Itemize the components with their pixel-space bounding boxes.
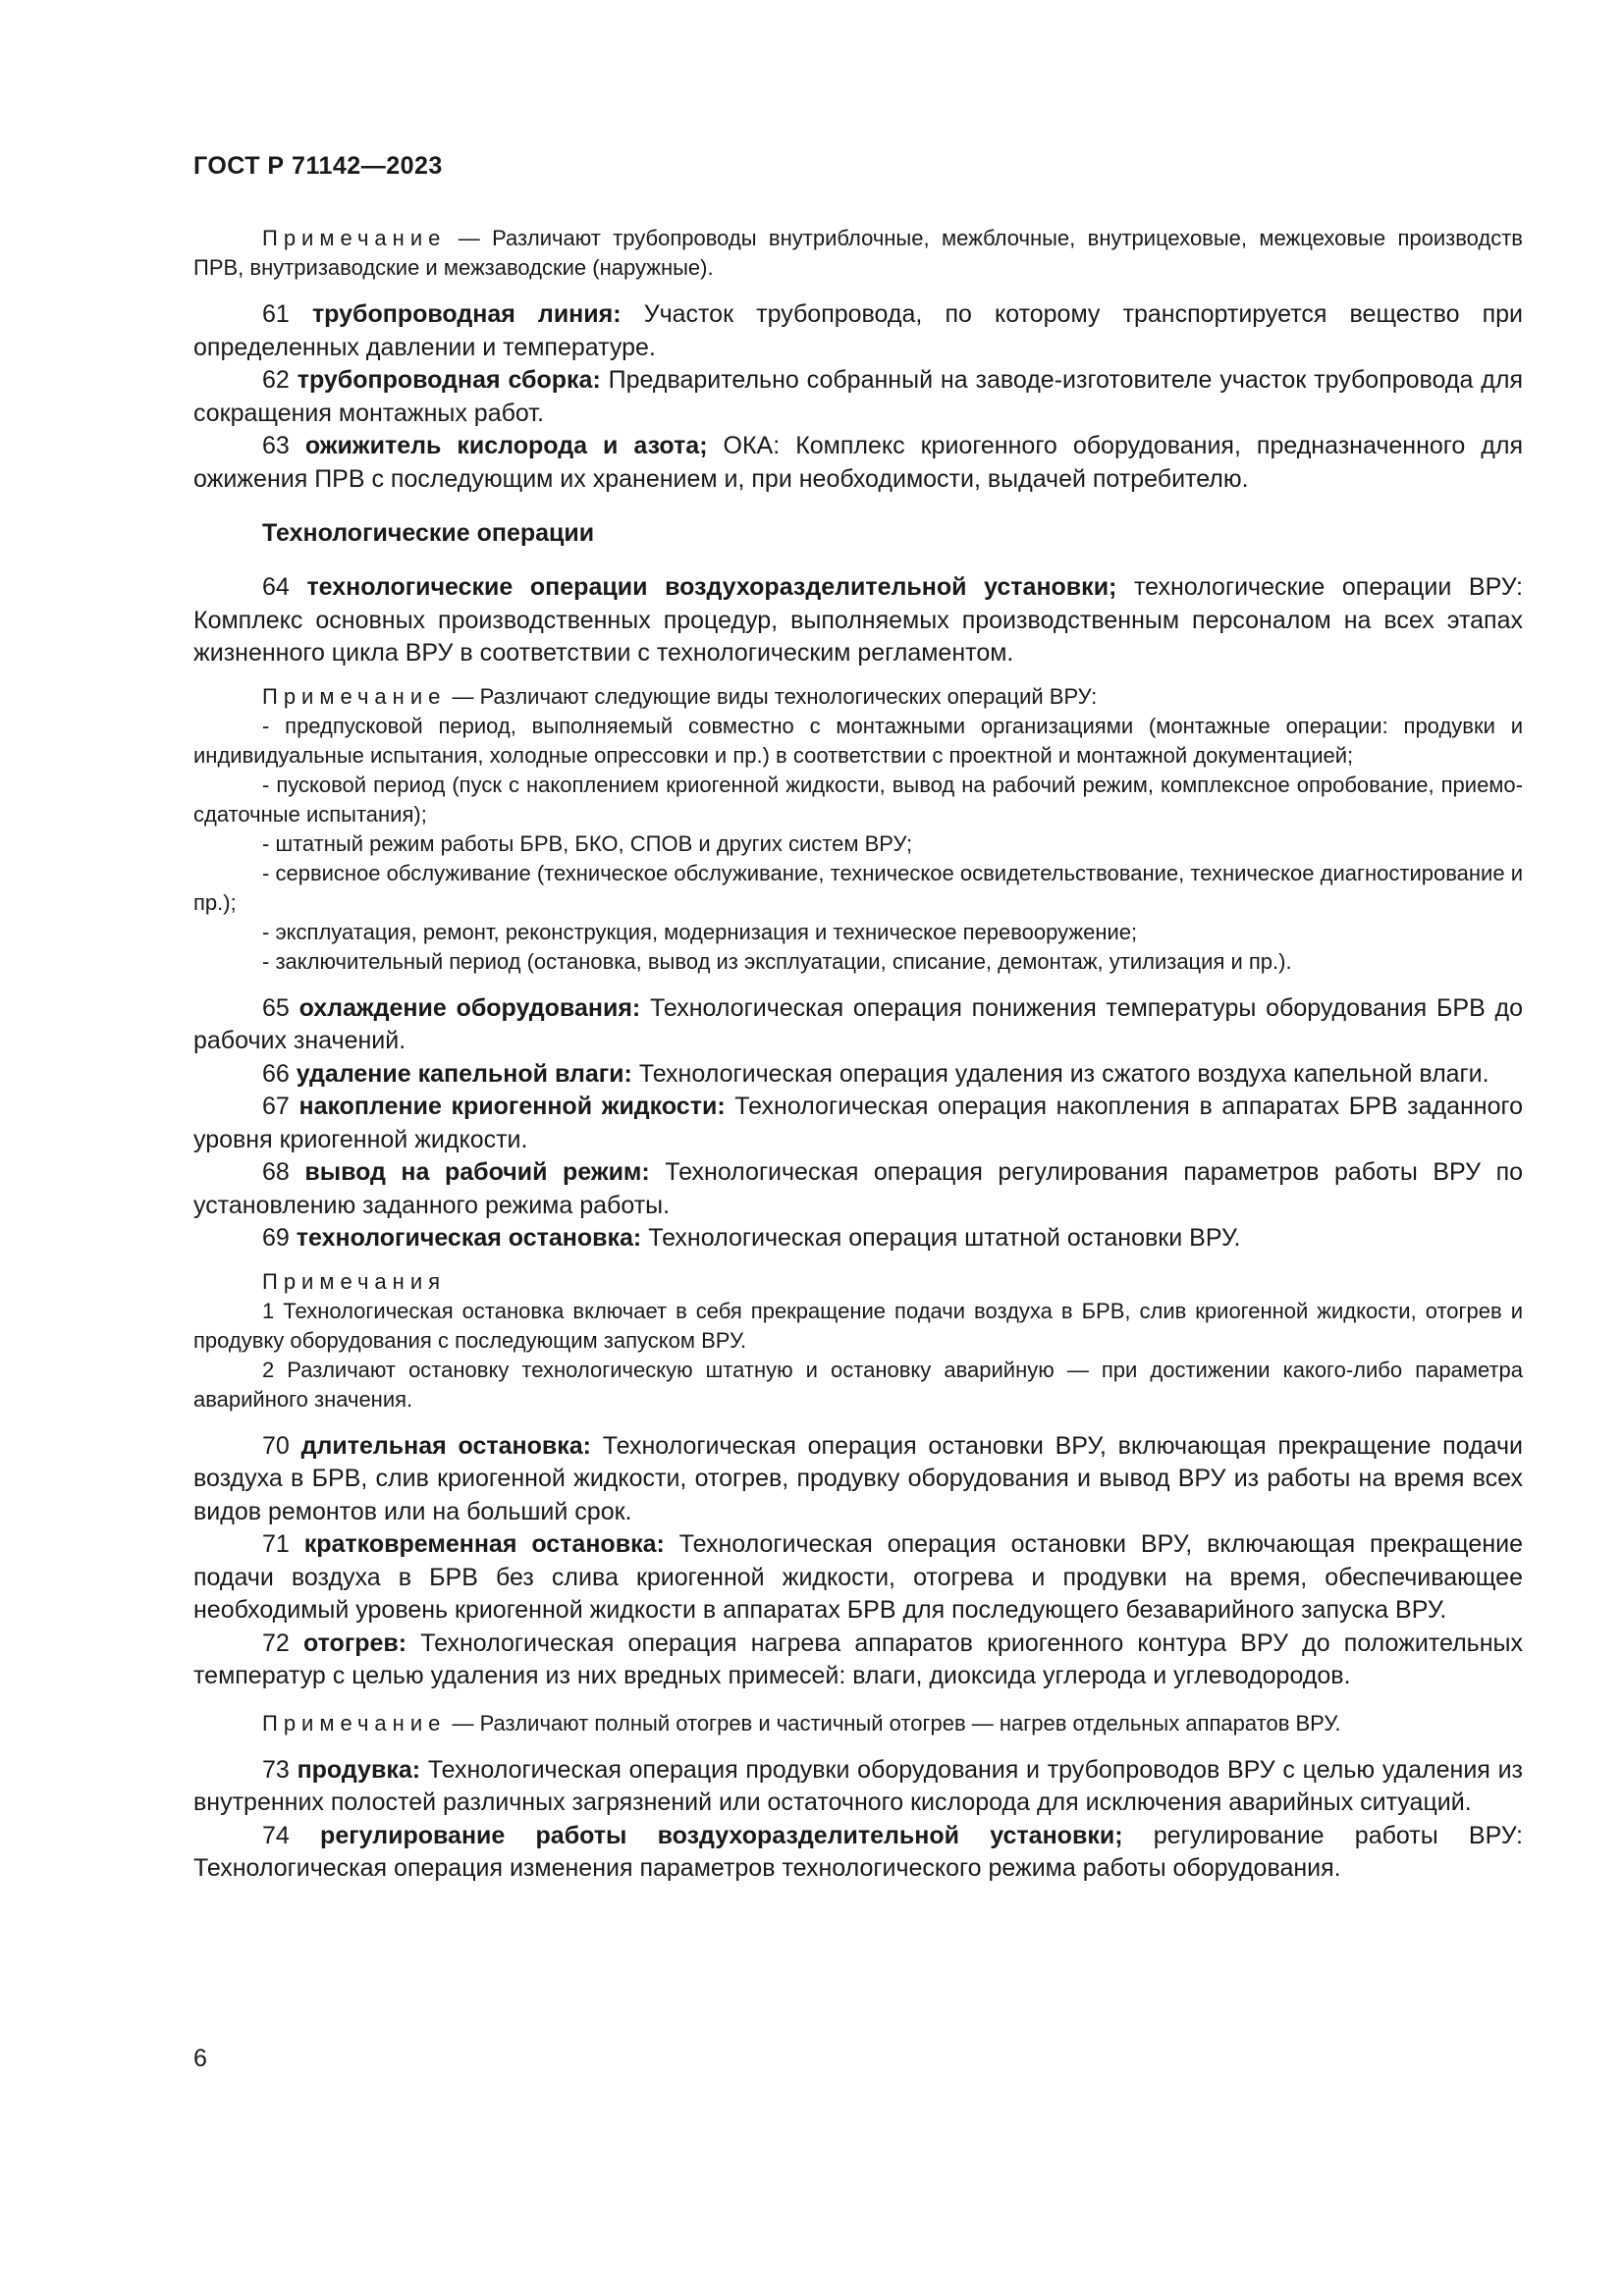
term-definition: Технологическая операция накопления в аппаратах БРВ заданного уровня криогенной жидкости. bbox=[193, 1093, 1523, 1153]
note-item: 1 Технологическая остановка включает в себя прекращение подачи воздуха в БРВ, слив криогенной жидкости, отогрев и продувку оборудования с последующим запуском ВРУ. bbox=[193, 1298, 1523, 1353]
term-title: продувка: bbox=[297, 1755, 421, 1784]
note: Примечание — Различают полный отогрев и частичный отогрев — нагрев отдельных аппаратов ВРУ. bbox=[262, 1710, 1341, 1735]
note-label: Примечание bbox=[262, 683, 447, 709]
term-title: технологические операции воздухоразделительной установки; bbox=[306, 573, 1117, 601]
term-65: 65 охлаждение оборудования: Технологическая операция понижения температуры оборудования БРВ до рабочих значений. bbox=[193, 993, 1524, 1054]
term-title: отогрев: bbox=[302, 1629, 407, 1657]
note-list-item: - пусковой период (пуск с накоплением криогенной жидкости, вывод на рабочий режим, комплексное опробование, приемо-сдаточные испытания); bbox=[193, 772, 1523, 827]
term-title: вывод на рабочий режим: bbox=[304, 1158, 650, 1186]
term-title: трубопроводная сборка: bbox=[297, 366, 601, 394]
note-list-item: - предпусковой период, выполняемый совместно с монтажными организациями (монтажные операции: продувки и индивидуальные испытания, холодные опрессовки и пр.) в соответствии с проектной и монтажной документацией; bbox=[193, 713, 1523, 768]
section-title: Технологические операции bbox=[262, 519, 595, 547]
term-definition: Участок трубопровода, по которому транспортируется вещество при определенных давлении и температуре. bbox=[193, 300, 1524, 361]
term-68: 68 вывод на рабочий режим: Технологическая операция регулирования параметров работы ВРУ по установлению заданного режима работы. bbox=[193, 1158, 1524, 1219]
note-label: Примечание bbox=[262, 226, 447, 250]
term-64: 64 технологические операции воздухоразделительной установки; технологические операции ВРУ: Комплекс основных производственных процедур, выполняемых производственным персоналом на всех этапах жизненного цикла ВРУ в соответствии с технологическим регламентом. bbox=[193, 573, 1523, 667]
term-67: 67 накопление криогенной жидкости: Технологическая операция накопления в аппаратах БРВ заданного уровня криогенной жидкости. bbox=[193, 1093, 1523, 1153]
note-text: Различают полный отогрев и частичный отогрев — нагрев отдельных аппаратов ВРУ. bbox=[479, 1710, 1341, 1735]
term-definition: Технологическая операция нагрева аппаратов криогенного контура ВРУ до положительных температур с целью удаления из них вредных примесей: влаги, диоксида углерода и углеводородов. bbox=[193, 1629, 1523, 1689]
term-definition: Технологическая операция понижения температуры оборудования БРВ до рабочих значений. bbox=[193, 993, 1524, 1054]
notes-label: Примечания bbox=[262, 1268, 447, 1294]
document-header: ГОСТ Р 71142—2023 bbox=[193, 152, 443, 180]
term-72: 72 отогрев: Технологическая операция нагрева аппаратов криогенного контура ВРУ до положительных температур с целью удаления из них вредных примесей: влаги, диоксида углерода и углеводородов. bbox=[193, 1629, 1523, 1689]
term-definition: Технологическая операция удаления из сжатого воздуха капельной влаги. bbox=[631, 1059, 1489, 1088]
note-list-item: - сервисное обслуживание (техническое обслуживание, техническое освидетельствование, техническое диагностирование и пр.); bbox=[193, 860, 1523, 915]
term-title: технологическая остановка: bbox=[296, 1224, 642, 1252]
note: Примечание — Различают трубопроводы внутриблочные, межблочные, внутрицеховые, межцеховые производств ПРВ, внутризаводские и межзаводские (наружные). bbox=[193, 226, 1523, 280]
term-73: 73 продувка: Технологическая операция продувки оборудования и трубопроводов ВРУ с целью удаления из внутренних полостей различных загрязнений или остаточного кислорода для исключения аварийных ситуаций. bbox=[193, 1755, 1523, 1816]
note-list-item: - штатный режим работы БРВ, БКО, СПОВ и других систем ВРУ; bbox=[262, 830, 913, 856]
term-63: 63 ожижитель кислорода и азота; ОКА: Комплекс криогенного оборудования, предназначенного для ожижения ПРВ с последующим их хранением и, при необходимости, выдачей потребителю. bbox=[193, 432, 1523, 493]
term-70: 70 длительная остановка: Технологическая операция остановки ВРУ, включающая прекращение подачи воздуха в БРВ, слив криогенной жидкости, отогрев, продувку оборудования и вывод ВРУ из работы на время всех видов ремонтов или на больший срок. bbox=[193, 1431, 1524, 1525]
term-definition: Технологическая операция остановки ВРУ, включающая прекращение подачи воздуха в БРВ без слива криогенной жидкости, отогрева и продувки на время, обеспечивающее необходимый уровень криогенной жидкости в аппаратах БРВ для последующего безаварийного запуска ВРУ. bbox=[193, 1530, 1523, 1624]
term-title: удаление капельной влаги: bbox=[296, 1059, 632, 1088]
note: Примечание — Различают следующие виды технологических операций ВРУ: bbox=[262, 683, 1098, 709]
term-71: 71 кратковременная остановка: Технологическая операция остановки ВРУ, включающая прекращение подачи воздуха в БРВ без слива криогенной жидкости, отогрева и продувки на время, обеспечивающее необходимый уровень криогенной жидкости в аппаратах БРВ для последующего безаварийного запуска ВРУ. bbox=[193, 1530, 1523, 1624]
term-definition: Технологическая операция регулирования параметров работы ВРУ по установлению заданного режима работы. bbox=[193, 1158, 1524, 1219]
term-62: 62 трубопроводная сборка: Предварительно собранный на заводе-изготовителе участок трубопровода для сокращения монтажных работ. bbox=[193, 366, 1523, 427]
page-number: 6 bbox=[193, 2045, 207, 2072]
note-list-item: - заключительный период (остановка, вывод из эксплуатации, списание, демонтаж, утилизация и пр.). bbox=[262, 948, 1292, 974]
term-definition: Технологическая операция штатной остановки ВРУ. bbox=[641, 1224, 1241, 1252]
term-title: длительная остановка: bbox=[300, 1431, 591, 1460]
term-title: кратковременная остановка: bbox=[303, 1530, 665, 1558]
term-66: 66 удаление капельной влаги: Технологическая операция удаления из сжатого воздуха капельной влаги. bbox=[262, 1059, 1489, 1088]
term-definition: ОКА: Комплекс криогенного оборудования, предназначенного для ожижения ПРВ с последующим их хранением и, при необходимости, выдачей потребителю. bbox=[193, 432, 1523, 493]
note-list-item: - эксплуатация, ремонт, реконструкция, модернизация и техническое перевооружение; bbox=[262, 919, 1138, 944]
term-61: 61 трубопроводная линия: Участок трубопровода, по которому транспортируется вещество при определенных давлении и температуре. bbox=[193, 300, 1524, 361]
term-definition: технологические операции ВРУ: Комплекс основных производственных процедур, выполняемых производственным персоналом на всех этапах жизненного цикла ВРУ в соответствии с технологическим регламентом. bbox=[193, 573, 1523, 667]
term-title: накопление криогенной жидкости: bbox=[298, 1093, 726, 1120]
note-label: Примечание bbox=[262, 1710, 447, 1735]
term-definition: Технологическая операция остановки ВРУ, включающая прекращение подачи воздуха в БРВ, слив криогенной жидкости, отогрев, продувку оборудования и вывод ВРУ из работы на время всех видов ремонтов или на больший срок. bbox=[193, 1431, 1524, 1525]
term-title: трубопроводная линия: bbox=[311, 300, 622, 328]
note-item: 2 Различают остановку технологическую штатную и остановку аварийную — при достижении какого-либо параметра аварийного значения. bbox=[193, 1357, 1523, 1412]
term-69: 69 технологическая остановка: Технологическая операция штатной остановки ВРУ. bbox=[262, 1224, 1241, 1252]
term-definition: Технологическая операция продувки оборудования и трубопроводов ВРУ с целью удаления из внутренних полостей различных загрязнений или остаточного кислорода для исключения аварийных ситуаций. bbox=[193, 1755, 1523, 1816]
document-body bbox=[193, 224, 1523, 1886]
term-title: ожижитель кислорода и азота; bbox=[304, 432, 708, 459]
term-title: охлаждение оборудования: bbox=[298, 993, 641, 1022]
term-title: регулирование работы воздухоразделительной установки; bbox=[320, 1821, 1123, 1849]
term-74: 74 регулирование работы воздухоразделительной установки; регулирование работы ВРУ: Технологическая операция изменения параметров технологического режима работы оборудования. bbox=[193, 1821, 1523, 1882]
term-definition: Предварительно собранный на заводе-изготовителе участок трубопровода для сокращения монтажных работ. bbox=[193, 366, 1523, 427]
note-text: Различают следующие виды технологических операций ВРУ: bbox=[479, 683, 1098, 709]
note-text: Различают трубопроводы внутриблочные, межблочные, внутрицеховые, межцеховые производств ПРВ, внутризаводские и межзаводские (наружные). bbox=[193, 226, 1523, 280]
term-definition: регулирование работы ВРУ: Технологическая операция изменения параметров технологического режима работы оборудования. bbox=[193, 1821, 1523, 1882]
